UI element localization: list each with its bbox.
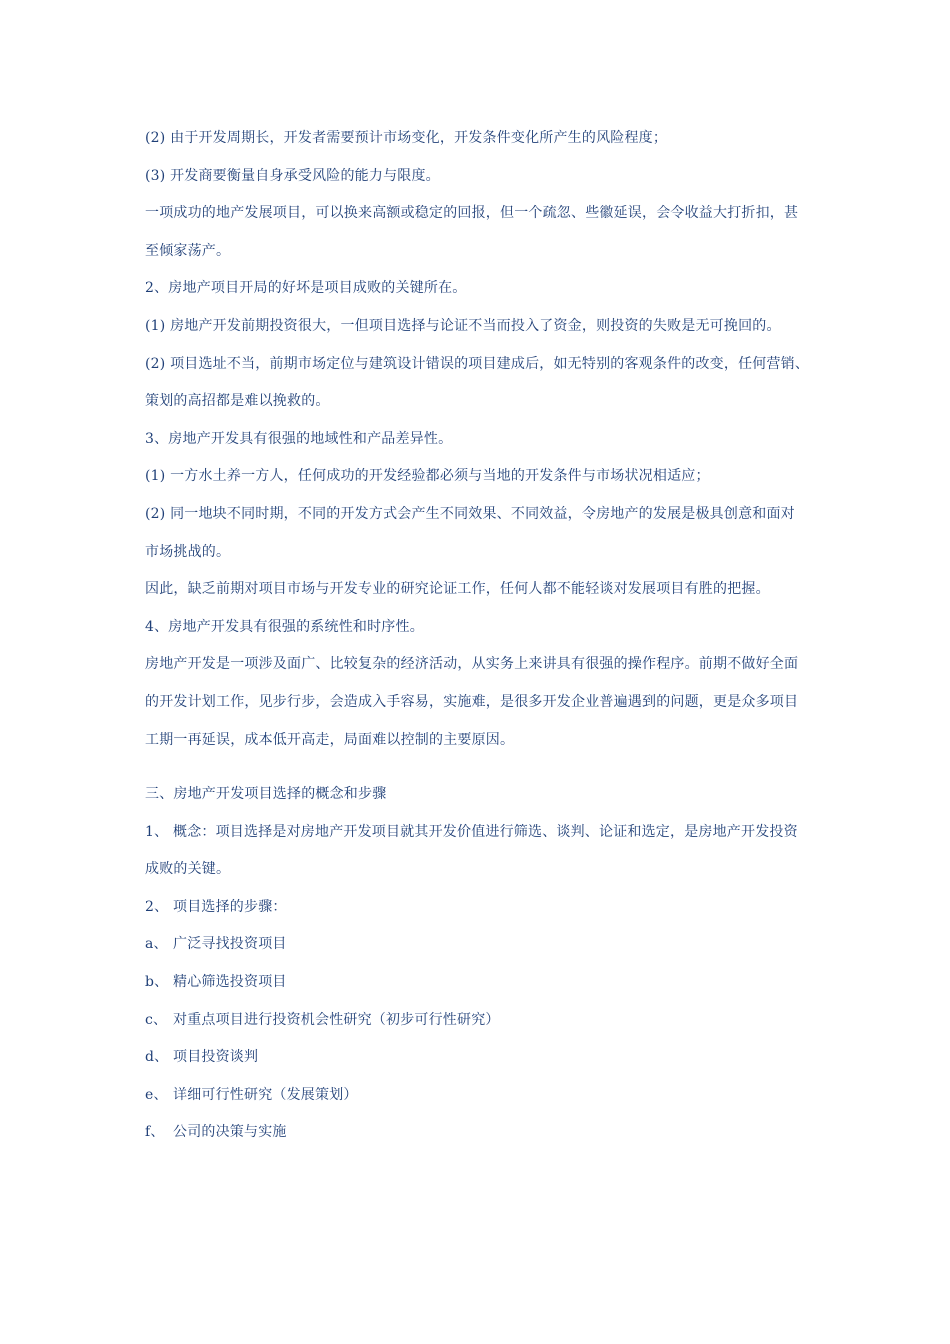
paragraph-point-4-line1: 房地产开发是一项涉及面广、比较复杂的经济活动，从实务上来讲具有很强的操作程序。前期不做好全面: [145, 656, 799, 673]
paragraph-point-3-2-line2: 市场挑战的。: [145, 543, 231, 560]
paragraph-success-line1: 一项成功的地产发展项目，可以换来高额或稳定的回报，但一个疏忽、些徽延误，会令收益大打折扣，甚: [145, 205, 799, 222]
paragraph-point-4-line2: 的开发计划工作，见步行步，会造成入手容易，实施难，是很多开发企业普遍遇到的问题，更是众多项目: [145, 693, 799, 710]
step-item: [145, 1120, 835, 1158]
section-title: 三、房地产开发项目选择的概念和步骤: [145, 786, 387, 803]
heading-point-2: 2、房地产项目开局的好坏是项目成败的关键所在。: [145, 280, 467, 297]
paragraph-point-4-line3: 工期一再延误，成本低开高走，局面难以控制的主要原因。: [145, 731, 515, 748]
step-text: 对重点项目进行投资机会性研究（初步可行性研究）: [173, 1011, 500, 1028]
step-text: 详细可行性研究（发展策划）: [173, 1086, 358, 1103]
step-item: [145, 932, 835, 970]
section-spacer: [145, 765, 835, 782]
step-text: 精心筛选投资项目: [173, 974, 287, 991]
concept-line-continued: 成败的关键。: [145, 861, 231, 878]
paragraph-conclusion: 因此，缺乏前期对项目市场与开发专业的研究论证工作，任何人都不能轻谈对发展项目有胜的把握。: [145, 581, 770, 598]
step-text: 公司的决策与实施: [173, 1124, 287, 1141]
heading-point-4: 4、房地产开发具有很强的系统性和时序性。: [145, 618, 424, 635]
paragraph-point-3-1: (1) 一方水土养一方人，任何成功的开发经验都必须与当地的开发条件与市场状况相适应；: [145, 468, 710, 485]
step-marker: f、: [145, 1124, 165, 1141]
paragraph-point-2-2-line2: 策划的高招都是难以挽救的。: [145, 393, 330, 410]
step-marker: d、: [145, 1049, 169, 1066]
steps-heading-text: 项目选择的步骤：: [173, 898, 287, 915]
paragraph-point-2-2-line1: (2) 项目选址不当，前期市场定位与建筑设计错误的项目建成后，如无特别的客观条件的改变，任何营销、: [145, 355, 810, 372]
concept-text: 概念：项目选择是对房地产开发项目就其开发价值进行筛选、谈判、论证和选定，是房地产开发投资: [173, 823, 798, 840]
step-marker: a、: [145, 936, 168, 953]
steps-marker: 2、: [145, 898, 169, 915]
paragraph-risk-2: (2) 由于开发周期长，开发者需要预计市场变化，开发条件变化所产生的风险程度；: [145, 130, 668, 146]
concept-marker: 1、: [145, 823, 169, 840]
step-item: [145, 1008, 835, 1046]
paragraph-risk-3: (3) 开发商要衡量自身承受风险的能力与限度。: [145, 167, 440, 184]
step-text: 项目投资谈判: [173, 1049, 259, 1066]
step-item: [145, 1045, 835, 1083]
concept-line: [145, 820, 835, 858]
step-marker: c、: [145, 1011, 168, 1028]
step-marker: b、: [145, 974, 169, 991]
paragraph-point-3-2-line1: (2) 同一地块不同时期，不同的开发方式会产生不同效果、不同效益，令房地产的发展是极具创意和面对: [145, 505, 795, 522]
steps-heading: [145, 895, 835, 933]
paragraph-point-2-1: (1) 房地产开发前期投资很大，一但项目选择与论证不当而投入了资金，则投资的失败是无可挽回的。: [145, 317, 781, 334]
step-item: [145, 970, 835, 1008]
paragraph-success-line2: 至倾家荡产。: [145, 242, 231, 259]
step-item: [145, 1083, 835, 1121]
step-marker: e、: [145, 1086, 168, 1103]
step-text: 广泛寻找投资项目: [173, 936, 287, 953]
heading-point-3: 3、房地产开发具有很强的地域性和产品差异性。: [145, 430, 453, 447]
document-body: [145, 126, 835, 1158]
